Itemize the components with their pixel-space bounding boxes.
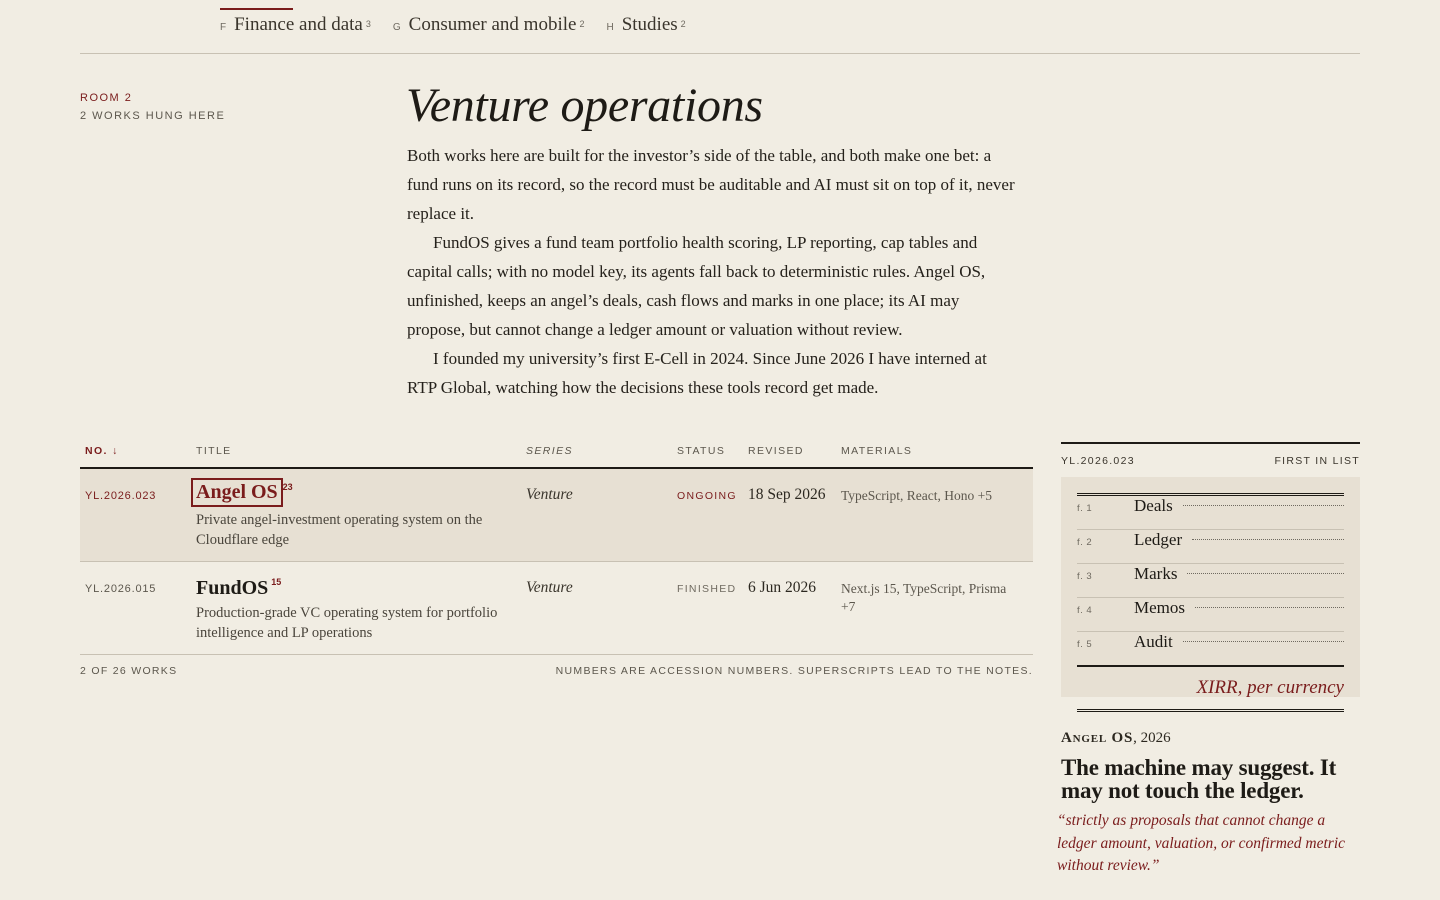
room-letter: H: [606, 22, 615, 33]
room-letter: G: [392, 22, 402, 33]
room-link-studies[interactable]: [606, 14, 685, 36]
table-row[interactable]: [80, 562, 1033, 655]
panel-header: [1061, 442, 1360, 477]
room-link-consumer-and-mobile[interactable]: [393, 14, 585, 36]
folio-item-deals[interactable]: [1077, 496, 1344, 530]
materials-list: Next.js 15, TypeScript, Prisma +7: [841, 581, 1007, 614]
dot-leader: [1183, 641, 1344, 642]
revised-header: REVISED: [748, 445, 804, 457]
work-series: Venture: [526, 486, 573, 503]
folio-footer: XIRR, per currency: [1077, 667, 1344, 712]
room-name: Studies: [621, 14, 678, 35]
room-navigation: [220, 14, 708, 36]
table-row[interactable]: [80, 469, 1033, 562]
work-description: Production-grade VC operating system for portfolio intelligence and LP operations: [196, 605, 498, 641]
work-description: Private angel-investment operating system on the Cloudflare edge: [196, 512, 483, 548]
folio-number: f. 5: [1077, 639, 1093, 650]
materials-list: TypeScript, React, Hono +5: [841, 488, 993, 503]
series-header: SERIES: [526, 445, 573, 457]
folio-number: f. 3: [1077, 571, 1093, 582]
folio-label: Marks: [1134, 564, 1178, 583]
intro-paragraph: Both works here are built for the investor’s side of the table, and both make one bet: a fund runs on its record, so the record must be auditable and AI must sit on top of it, never replace it.: [407, 146, 1015, 223]
room-number: ROOM 2: [80, 92, 133, 104]
folio-item-memos[interactable]: [1077, 598, 1344, 632]
status-badge: ONGOING: [677, 490, 737, 502]
status-badge: FINISHED: [677, 583, 737, 595]
works-table: [80, 440, 1033, 685]
accession-number: YL.2026.023: [85, 490, 157, 502]
work-detail-panel: [1061, 442, 1360, 697]
caption-name: Angel OS: [1061, 730, 1134, 746]
work-headline: The machine may suggest. It may not touch the ledger.: [1061, 755, 1337, 803]
folio-item-audit[interactable]: [1077, 632, 1344, 667]
room-link-finance-and-data[interactable]: [220, 14, 371, 36]
materials-header: MATERIALS: [841, 445, 913, 457]
room-label: [80, 92, 225, 122]
folio-item-ledger[interactable]: [1077, 530, 1344, 564]
header-divider: [80, 53, 1360, 54]
work-title-link[interactable]: [196, 577, 281, 600]
folio-number: f. 4: [1077, 605, 1093, 616]
folio-label: Audit: [1134, 632, 1173, 651]
note-reference[interactable]: 15: [271, 577, 282, 587]
panel-accession-number: YL.2026.023: [1061, 455, 1135, 467]
dot-leader: [1195, 607, 1344, 608]
active-room-indicator: [220, 8, 293, 10]
room-introduction: [407, 141, 1017, 402]
folio-label: Deals: [1134, 496, 1173, 515]
folio-label: Ledger: [1134, 530, 1183, 549]
accession-number: YL.2026.015: [85, 583, 157, 595]
work-title: FundOS: [196, 577, 269, 599]
list-position: FIRST IN LIST: [1274, 455, 1360, 467]
revised-date: 6 Jun 2026: [748, 579, 817, 596]
folio-list: [1077, 493, 1344, 667]
room-work-count: 2 WORKS HUNG HERE: [80, 110, 226, 122]
folio-index: [1061, 477, 1360, 697]
room-count: 3: [365, 19, 371, 29]
work-quote: “strictly as proposals that cannot change a ledger amount, valuation, or confirmed metric without review.”: [1057, 812, 1345, 874]
status-header: STATUS: [677, 445, 726, 457]
title-header: TITLE: [196, 445, 232, 457]
revised-date: 18 Sep 2026: [748, 486, 826, 503]
folio-label: Memos: [1134, 598, 1185, 617]
table-footnote: NUMBERS ARE ACCESSION NUMBERS. SUPERSCRIPTS LEAD TO THE NOTES.: [555, 665, 1033, 677]
room-name: Finance and data: [234, 14, 363, 35]
page-title: Venture operations: [406, 79, 763, 132]
sort-by-number-header[interactable]: NO. ↓: [85, 445, 119, 457]
dot-leader: [1187, 573, 1344, 574]
dot-leader: [1192, 539, 1344, 540]
note-reference[interactable]: 23: [282, 482, 293, 492]
room-count: 2: [680, 19, 686, 29]
intro-paragraph: FundOS gives a fund team portfolio health scoring, LP reporting, cap tables and capital calls; with no model key, its agents fall back to deterministic rules. Angel OS, unfinished, keeps an angel’s deals, cash flows and marks in one place; its AI may propose, but cannot change a ledger amount or valuation without review.: [407, 233, 986, 339]
folio-item-marks[interactable]: [1077, 564, 1344, 598]
dot-leader: [1183, 505, 1344, 506]
table-footer: [80, 655, 1033, 685]
room-letter: F: [220, 22, 228, 33]
table-header: [80, 440, 1033, 469]
caption-year: , 2026: [1133, 730, 1171, 746]
intro-paragraph: I founded my university’s first E-Cell in 2024. Since June 2026 I have interned at RTP Global, watching how the decisions these tools record get made.: [407, 349, 987, 397]
room-count: 2: [579, 19, 585, 29]
work-caption: [1061, 730, 1171, 747]
folio-number: f. 2: [1077, 537, 1093, 548]
work-series: Venture: [526, 579, 573, 596]
folio-number: f. 1: [1077, 503, 1093, 514]
room-name: Consumer and mobile: [408, 14, 577, 35]
work-title: Angel OS: [196, 481, 278, 503]
works-count: 2 OF 26 WORKS: [80, 665, 178, 677]
work-title-link[interactable]: [191, 478, 293, 507]
